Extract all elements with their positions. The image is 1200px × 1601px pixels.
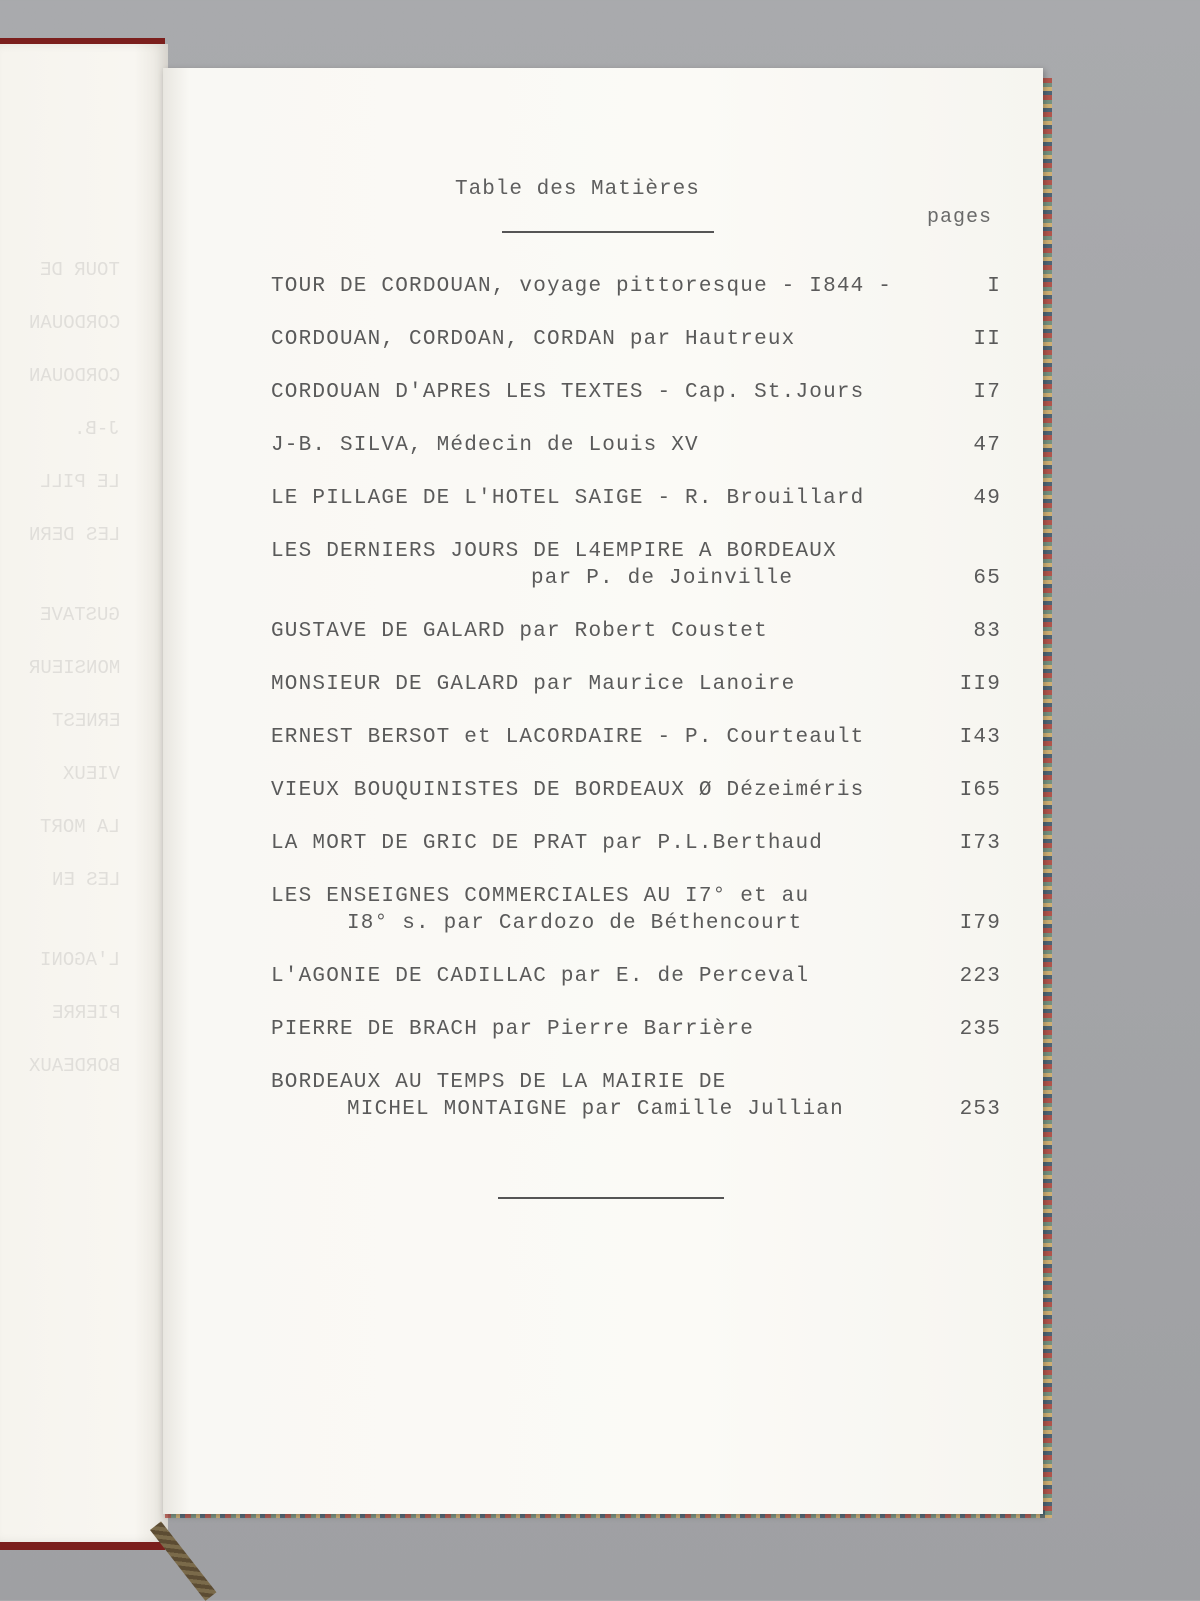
toc-entry-page-number: 223 [959,965,1001,988]
toc-entry [271,1016,1001,1043]
toc-entry [271,618,1001,645]
toc-entry-title-continued: par P. de Joinville [531,567,794,590]
toc-entry-title: CORDOUAN, CORDOAN, CORDAN par Hautreux [271,328,796,351]
bleed-through-text: BORDEAUX [28,1055,120,1077]
pages-column-heading: pages [927,206,993,229]
toc-entry-title: LES DERNIERS JOURS DE L4EMPIRE A BORDEAUX [271,540,837,563]
toc-entry-title: ERNEST BERSOT et LACORDAIRE - P. Courteault [271,726,865,749]
bookmark-ribbon [150,1521,216,1601]
toc-entry-title: PIERRE DE BRACH par Pierre Barrière [271,1018,755,1041]
closing-rule [498,1197,724,1199]
toc-entry-page-number: I73 [959,832,1001,855]
toc-entry-page-number: 235 [959,1018,1001,1041]
toc-entry-title: VIEUX BOUQUINISTES DE BORDEAUX Ø Dézeiméris [271,779,865,802]
toc-entry [271,538,1001,592]
toc-entry-title: BORDEAUX AU TEMPS DE LA MAIRIE DE [271,1071,727,1094]
toc-entry-page-number: 253 [959,1098,1001,1121]
toc-entry-title-continued: MICHEL MONTAIGNE par Camille Jullian [347,1098,844,1121]
toc-entry-title: LES ENSEIGNES COMMERCIALES AU I7° et au [271,885,810,908]
toc-entry [271,273,1001,300]
toc-entry [271,485,1001,512]
bleed-through-text: GUSTAVE [40,604,120,626]
toc-entry [271,671,1001,698]
toc-entry [271,830,1001,857]
toc-entry-page-number: 83 [973,620,1001,643]
bleed-through-text: LE PILL [40,471,120,493]
bleed-through-text: LA MORT [40,816,120,838]
toc-entry [271,379,1001,406]
toc-entry-title: MONSIEUR DE GALARD par Maurice Lanoire [271,673,796,696]
toc-entry [271,963,1001,990]
bleed-through-text: J-B. [74,418,120,440]
toc-entry [271,326,1001,353]
bleed-through-text: LES EN [51,869,120,891]
toc-entry-page-number: II9 [959,673,1001,696]
bleed-through-text: MONSIEUR [28,657,120,679]
left-page [0,44,168,1542]
bleed-through-text: PIERRE [51,1002,120,1024]
toc-entry [271,724,1001,751]
toc-entry [271,1069,1001,1123]
toc-entry [271,883,1001,937]
bleed-through-text: TOUR DE [40,259,120,281]
toc-entry [271,432,1001,459]
page-title: Table des Matières [455,178,700,201]
title-underline [502,231,714,233]
toc-entry-page-number: I79 [959,912,1001,935]
toc-entry-page-number: 47 [973,434,1001,457]
toc-entry-title: J-B. SILVA, Médecin de Louis XV [271,434,699,457]
toc-entry-title: GUSTAVE DE GALARD par Robert Coustet [271,620,768,643]
bleed-through-text: CORDOUAN [28,365,120,387]
bleed-through-text: CORDOUAN [28,312,120,334]
bleed-through-text: LES DERN [28,524,120,546]
toc-entry-title: LA MORT DE GRIC DE PRAT par P.L.Berthaud [271,832,824,855]
toc-entry-page-number: I7 [973,381,1001,404]
bleed-through-text: VIEUX [62,763,120,785]
toc-entry-page-number: II [973,328,1001,351]
toc-entry-title-continued: I8° s. par Cardozo de Béthencourt [347,912,803,935]
toc-entry-title: CORDOUAN D'APRES LES TEXTES - Cap. St.Jours [271,381,865,404]
toc-entry-page-number: I65 [959,779,1001,802]
toc-entry-page-number: 49 [973,487,1001,510]
toc-entry-page-number: I43 [959,726,1001,749]
toc-entry-title: TOUR DE CORDOUAN, voyage pittoresque - I844 - [271,275,893,298]
bleed-through-text: L'AGONI [40,949,120,971]
toc-entry [271,777,1001,804]
bleed-through-text: ERNEST [51,710,120,732]
toc-entry-title: L'AGONIE DE CADILLAC par E. de Perceval [271,965,810,988]
toc-entry-page-number: I [987,275,1001,298]
toc-entry-page-number: 65 [973,567,1001,590]
toc-entry-title: LE PILLAGE DE L'HOTEL SAIGE - R. Brouillard [271,487,865,510]
